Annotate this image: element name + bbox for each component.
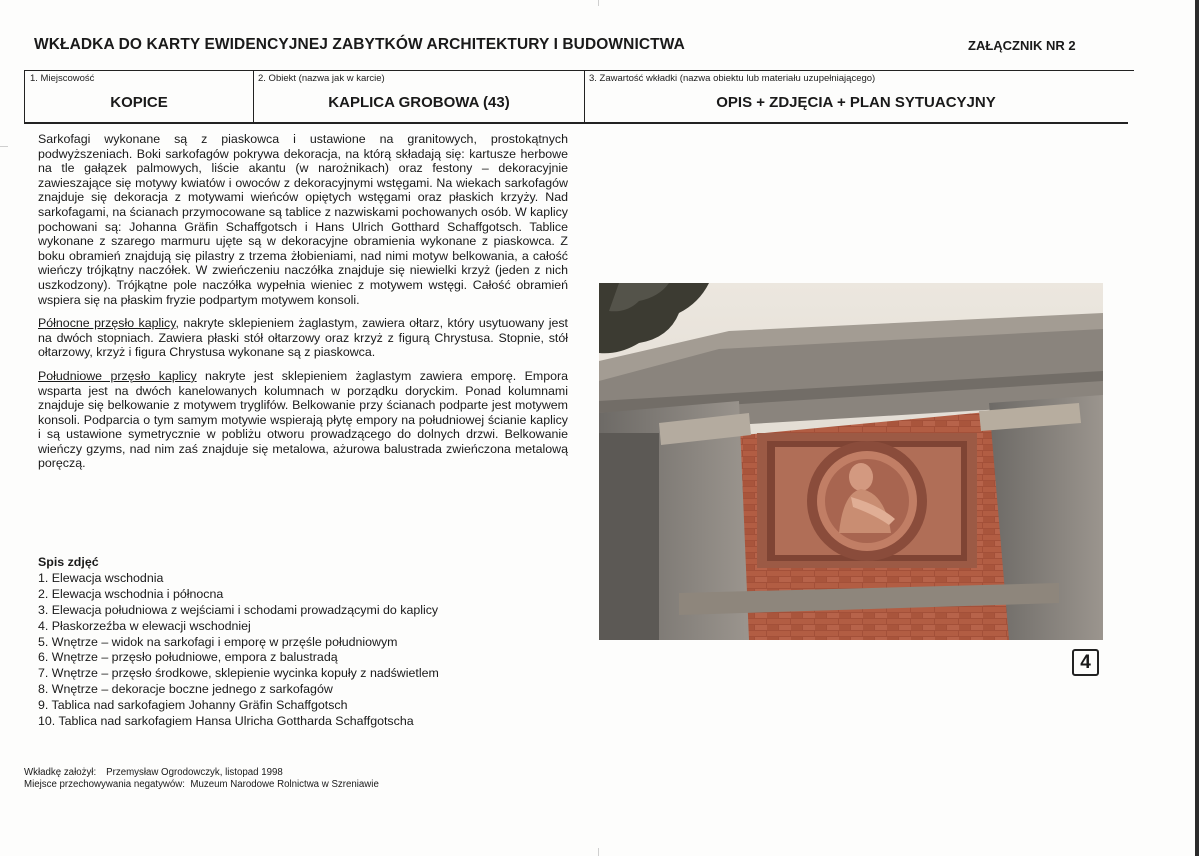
south-bay-text: nakryte jest sklepieniem żaglastym zawiera emporę. Empora wsparta jest na dwóch kanelowanych kolumnach w porządku doryckim. Ponad kolumnami znajduje się belkowanie z motywem tryglifów. Belkowanie przy ścianach podparte jest motywem konsoli. Podparcia o tym samym motywie wspierają płytę empory na południowej ścianie kaplicy i są ustawione symetrycznie w pobliżu otworu prowadzącego do dolnych drzwi. Belkowanie wieńczy gzyms, nad nim zaś znajduje się metalowa, ażurowa balustrada zwieńczona metalową poręczą. [38, 368, 568, 471]
photo-list-item: 4. Płaskorzeźba w elewacji wschodniej [38, 618, 251, 633]
photo-list-item: 7. Wnętrze – przęsło środkowe, sklepienie wycinka kopuły z nadświetlem [38, 666, 439, 681]
table-divider [253, 70, 254, 123]
scan-mark [598, 0, 599, 6]
annex-label: ZAŁĄCZNIK NR 2 [968, 38, 1076, 53]
author-label: Wkładkę założył: [24, 767, 97, 778]
north-bay-heading: Północne przęsło kaplicy [38, 316, 176, 331]
table-top-rule [24, 70, 1134, 71]
relief-photograph [599, 283, 1103, 640]
document-title: WKŁADKA DO KARTY EWIDENCYJNEJ ZABYTKÓW ARCHITEKTURY I BUDOWNICTWA [34, 36, 685, 53]
photo-list-item: 1. Elewacja wschodnia [38, 570, 164, 585]
field-value-locality: KOPICE [110, 94, 168, 111]
photo-list-items [38, 571, 578, 730]
photo-list-item: 6. Wnętrze – przęsło południowe, empora z balustradą [38, 650, 338, 665]
field-value-object: KAPLICA GROBOWA (43) [328, 94, 510, 111]
footer [24, 767, 379, 791]
field-label-object: 2. Obiekt (nazwa jak w karcie) [258, 73, 385, 84]
author-value: Przemysław Ogrodowczyk, listopad 1998 [106, 767, 283, 778]
description-paragraph-north-bay [38, 316, 568, 360]
footer-storage-line [24, 779, 379, 791]
field-value-contents: OPIS + ZDJĘCIA + PLAN SYTUACYJNY [716, 94, 996, 111]
footer-author-line [24, 767, 379, 779]
photo-list-item: 10. Tablica nad sarkofagiem Hansa Ulricha Gottharda Schaffgotscha [38, 714, 414, 729]
table-divider [24, 70, 25, 123]
field-label-locality: 1. Miejscowość [30, 73, 95, 84]
photo-list-item: 9. Tablica nad sarkofagiem Johanny Gräfin Schaffgotsch [38, 698, 348, 713]
photo-list-item: 2. Elewacja wschodnia i północna [38, 586, 224, 601]
relief-photo-illustration [599, 283, 1103, 640]
storage-value: Muzeum Narodowe Rolnictwa w Szreniawie [190, 779, 379, 790]
table-bottom-rule [24, 122, 1128, 124]
photo-list-item: 5. Wnętrze – widok na sarkofagi i emporę w przęśle południowym [38, 634, 398, 649]
storage-label: Miejsce przechowywania negatywów: [24, 779, 185, 790]
scan-mark [598, 848, 599, 856]
photo-list-heading: Spis zdjęć [38, 555, 99, 569]
photo-list [38, 555, 578, 730]
north-bay-text: , nakryte sklepieniem żaglastym, zawiera ołtarz, który usytuowany jest na dwóch stopniach. Zawiera płaski stół ołtarzowy oraz krzyż z figurą Chrystusa. Stopnie, stół ołtarzowy, krzyż i figura Chrystusa wykonane są z piaskowca. [38, 316, 569, 360]
description [38, 132, 568, 480]
scan-mark [0, 146, 8, 147]
table-divider [584, 70, 585, 123]
photo-list-item: 3. Elewacja południowa z wejściami i schodami prowadzącymi do kaplicy [38, 602, 439, 617]
photo-list-item: 8. Wnętrze – dekoracje boczne jednego z sarkofagów [38, 682, 333, 697]
description-paragraph-south-bay [38, 369, 568, 471]
field-label-contents: 3. Zawartość wkładki (nazwa obiektu lub materiału uzupełniającego) [589, 73, 876, 84]
description-paragraph-sarcophagi: Sarkofagi wykonane są z piaskowca i ustawione na granitowych, prostokątnych podwyższeniach. Boki sarkofagów pokrywa dekoracja, na którą składają się: kartusze herbowe na tle gałązek palmowych, liście akantu (w narożnikach) oraz festony – dekoracyjnie zawieszające się motywy kwiatów i owoców z dekoracyjnymi wstęgami. Na wiekach sarkofagów znajduje się dekoracja z motywami wieńców opiętych wstęgami oraz płaskich krzyży. Nad sarkofagami, na ścianach przymocowane są tablice z nazwiskami pochowanych osób. W kaplicy pochowani są: Johanna Gräfin Schaffgotsch i Hans Ulrich Gotthard Schaffgotsch. Tablice wykonane z szarego marmuru ujęte są w dekoracyjne obramienia wykonane z piaskowca. Z boku obramień znajdują się pilastry z trzema żłobieniami, nad nimi motyw belkowania, a całość wieńczy trójkątny naczółek. W zwieńczeniu naczółka znajduje się niewielki krzyż (jeden z nich uszkodzony). Trójkątne pole naczółka wypełnia wieniec z motywem wstęgi. Całość obramień wspiera się na płaskim fryzie podpartym motywem konsoli. [38, 132, 568, 307]
scan-edge [1195, 0, 1199, 856]
photo-number-badge: 4 [1072, 649, 1099, 676]
south-bay-heading: Południowe przęsło kaplicy [38, 368, 197, 383]
